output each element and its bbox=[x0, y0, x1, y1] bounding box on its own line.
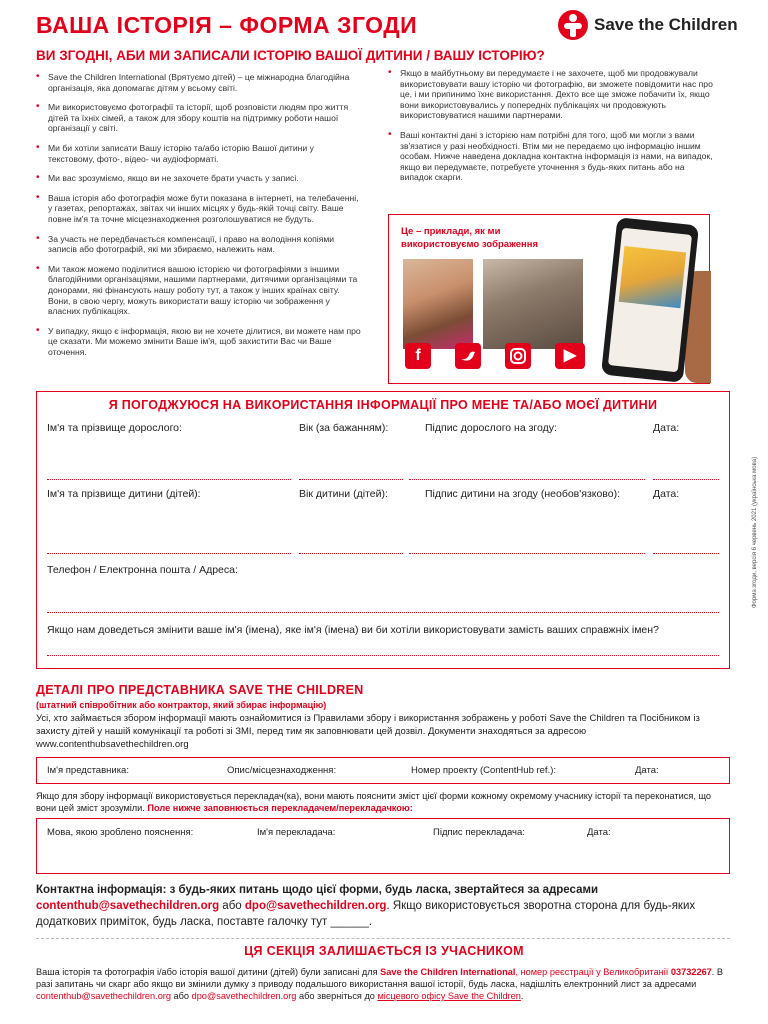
dpo-email-link[interactable]: dpo@savethechildren.org bbox=[191, 991, 297, 1001]
contact-label: Контактна інформація bbox=[36, 884, 163, 896]
consent-heading: Я ПОГОДЖУЮСЯ НА ВИКОРИСТАННЯ ІНФОРМАЦІЇ ПРО МЕНЕ ТА/АБО МОЄЇ ДИТИНИ bbox=[108, 398, 658, 412]
list-item: • Якщо в майбутньому ви передумаєте і не захочете, щоб ми продовжували використовувати вашу історію чи фотографію, ви зможете повідомити нас про це, і ми припинимо їхнє використання. Дехто все ще зможе побачити їх, якщо вони використовувались у попередніх публікаціях чи продовжують використовуватися нашими партнерами. bbox=[388, 68, 718, 121]
child-video-photo bbox=[483, 259, 583, 349]
child-photo bbox=[403, 259, 473, 349]
date-label: Дата: bbox=[653, 488, 680, 500]
contact-label: Телефон / Електронна пошта / Адреса: bbox=[47, 564, 238, 576]
dpo-email-link[interactable]: dpo@savethechildren.org bbox=[244, 900, 387, 912]
list-item: • Ми використовуємо фотографії та історії, щоб розповісти людям про життя дітей та їхніх сімей, а також для збору коштів на підтримку роботи нашої організації у світі. bbox=[36, 102, 362, 134]
local-office-link[interactable]: місцевого офісу Save the Children bbox=[377, 991, 521, 1001]
list-item: • За участь не передбачається компенсації, і право на володіння копіями записів або фотографій, які ми збираємо, належить нам. bbox=[36, 234, 362, 255]
save-the-children-logo bbox=[558, 10, 738, 40]
name-change-field[interactable] bbox=[47, 654, 719, 656]
youtube-icon: ▶ bbox=[555, 343, 585, 369]
contact-field[interactable] bbox=[47, 611, 719, 613]
right-info-column bbox=[388, 68, 718, 192]
child-signature-label: Підпис дитини на згоду (необов'язково): bbox=[425, 488, 621, 500]
contenthub-email-link[interactable]: contenthub@savethechildren.org bbox=[36, 900, 220, 912]
position-label: Опис/місцезнаходження: bbox=[227, 765, 337, 776]
left-info-column bbox=[36, 72, 362, 366]
phone-image bbox=[601, 217, 699, 383]
language-label: Мова, якою зроблено пояснення: bbox=[47, 827, 194, 838]
translator-signature-label: Підпис перекладача: bbox=[433, 827, 525, 838]
representative-text: Усі, хто займається збором інформації мають ознайомитися із Правилами збору і використання зображень у роботі Save the Children та Посібником із захисту дітей у нашій комунікації та роботі зі ЗМІ, перед тим як заповнювати цей дозвіл. Документи знаходяться за адресою www.contenthubsavethechildren.org bbox=[36, 713, 700, 750]
adult-name-field[interactable] bbox=[47, 478, 291, 480]
page-title: ВАША ІСТОРІЯ – ФОРМА ЗГОДИ bbox=[36, 12, 418, 38]
adult-signature-field[interactable] bbox=[409, 478, 645, 480]
project-label: Номер проекту (ContentHub ref.): bbox=[411, 765, 557, 776]
translator-box bbox=[36, 818, 730, 874]
translator-note: Поле нижче заповнюється перекладачем/перекладачкою: bbox=[147, 803, 413, 813]
age-label: Вік (за бажанням): bbox=[299, 422, 389, 434]
twitter-icon bbox=[455, 343, 481, 369]
child-age-label: Вік дитини (дітей): bbox=[299, 488, 388, 500]
consent-form-box bbox=[36, 391, 730, 669]
name-change-question: Якщо нам доведеться змінити ваше ім'я (імена), яке ім'я (імена) ви би хотіли використовувати замість ваших справжніх імен? bbox=[47, 624, 659, 636]
list-item: • Ми вас зрозуміємо, якщо ви не захочете брати участь у записі. bbox=[36, 173, 362, 184]
date-label: Дата: bbox=[653, 422, 680, 434]
participant-heading: ЦЯ СЕКЦІЯ ЗАЛИШАЄТЬСЯ ІЗ УЧАСНИКОМ bbox=[244, 944, 524, 958]
list-item: • Ваша історія або фотографія може бути показана в інтернеті, на телебаченні, у газетах, репортажах, звітах чи інших місцях у будь-якій точці світу. Ваше повне ім'я та точне місцезнаходження розголошуватися не будуть. bbox=[36, 193, 362, 225]
adult-name-label: Ім'я та прізвище дорослого: bbox=[47, 422, 182, 434]
child-name-label: Ім'я та прізвище дитини (дітей): bbox=[47, 488, 201, 500]
form-version-note: Форма згоди, версія 6 червень 2021 (українська мова) bbox=[752, 456, 758, 608]
list-item: • Save the Children International (Врятуємо дітей) – це міжнародна благодійна організація, яка допомагає дітям у всьому світі. bbox=[36, 72, 362, 93]
representative-box bbox=[36, 757, 730, 784]
list-item: • Ми також можемо поділитися вашою історією чи фотографіями з іншими благодійними організаціями, нашими партнерами, дитячими організаціями та донорами, які фінансують нашу роботу тут, а також у інших країнах світу. Вони, в свою чергу, можуть використати вашу історію чи зображення у власних публікаціях. bbox=[36, 264, 362, 317]
adult-signature-label: Підпис дорослого на згоду: bbox=[425, 422, 557, 434]
child-figure-icon bbox=[558, 10, 588, 40]
date-field[interactable] bbox=[653, 552, 719, 554]
list-item: • Ваші контактні дані з історією нам потрібні для того, щоб ми могли з вами зв'язатися у разі необхідності. Втім ми не передаємо цю інформацію іншим особам. Нижче наведена докладна контактна інформація із нами, на випадок, якщо ви передумаєте, потребуєте уточнення з будь-яких питань або на випадок скарги. bbox=[388, 130, 718, 183]
phone-photo bbox=[619, 246, 687, 308]
cut-line bbox=[36, 938, 730, 939]
child-name-field[interactable] bbox=[47, 552, 291, 554]
representative-subtitle: (штатний співробітник або контрактор, який збирає інформацію) bbox=[36, 700, 327, 710]
date-field[interactable] bbox=[653, 478, 719, 480]
list-item: • У випадку, якщо є інформація, якою ви не хочете ділитися, ви можете нам про це сказати. Ми можемо змінити Ваше ім'я, щоб захистити Вас чи Ваше оточення. bbox=[36, 326, 362, 358]
date-label: Дата: bbox=[635, 765, 659, 776]
participant-text: Ваша історія та фотографія і/або історія вашої дитини (дітей) були записані для Save the Children International, номер реєстрації у Великобританії 03732267. В разі запитань чи скарг або якщо ви змінили думку з приводу подальшого використання вашої історії, будь ласка, надішліть електронний лист за адресами contenthub@savethechildren.org або dpo@savethechildren.org або зверніться до місцевого офісу Save the Children. bbox=[36, 967, 724, 1001]
consent-question: ВИ ЗГОДНІ, АБИ МИ ЗАПИСАЛИ ІСТОРІЮ ВАШОЇ ДИТИНИ / ВАШУ ІСТОРІЮ? bbox=[36, 48, 545, 63]
child-signature-field[interactable] bbox=[409, 552, 645, 554]
instagram-icon bbox=[505, 343, 531, 369]
facebook-icon: f bbox=[405, 343, 431, 369]
examples-title: Це – приклади, як ми використовуємо зображення bbox=[401, 226, 539, 250]
translator-text: Якщо для збору інформації використовується перекладач(ка), вони мають пояснити зміст цієї форми кожному окремому учаснику історії та переконатися, що вони цей зміст зрозуміли. Поле нижче заповнюється перекладачем/перекладачкою: bbox=[36, 791, 712, 813]
age-field[interactable] bbox=[299, 478, 403, 480]
child-age-field[interactable] bbox=[299, 552, 403, 554]
date-label: Дата: bbox=[587, 827, 611, 838]
contenthub-email-link[interactable]: contenthub@savethechildren.org bbox=[36, 991, 171, 1001]
representative-title: ДЕТАЛІ ПРО ПРЕДСТАВНИКА SAVE THE CHILDREN bbox=[36, 683, 364, 697]
usage-examples-box bbox=[388, 214, 710, 384]
rep-name-label: Ім'я представника: bbox=[47, 765, 129, 776]
translator-name-label: Ім'я перекладача: bbox=[257, 827, 336, 838]
contact-info: Контактна інформація: з будь-яких питань щодо цієї форми, будь ласка, звертайтеся за адресами contenthub@savethechildren.org або dpo@savethechildren.org. Якщо використовується зворотна сторона для будь-яких додаткових приміток, будь ласка, поставте галочку тут ______. bbox=[36, 884, 696, 928]
logo-text: Save the Children bbox=[594, 15, 738, 34]
list-item: • Ми би хотіли записати Вашу історію та/або історію Вашої дитини у текстовому, фото-, відео- чи аудіоформаті. bbox=[36, 143, 362, 164]
